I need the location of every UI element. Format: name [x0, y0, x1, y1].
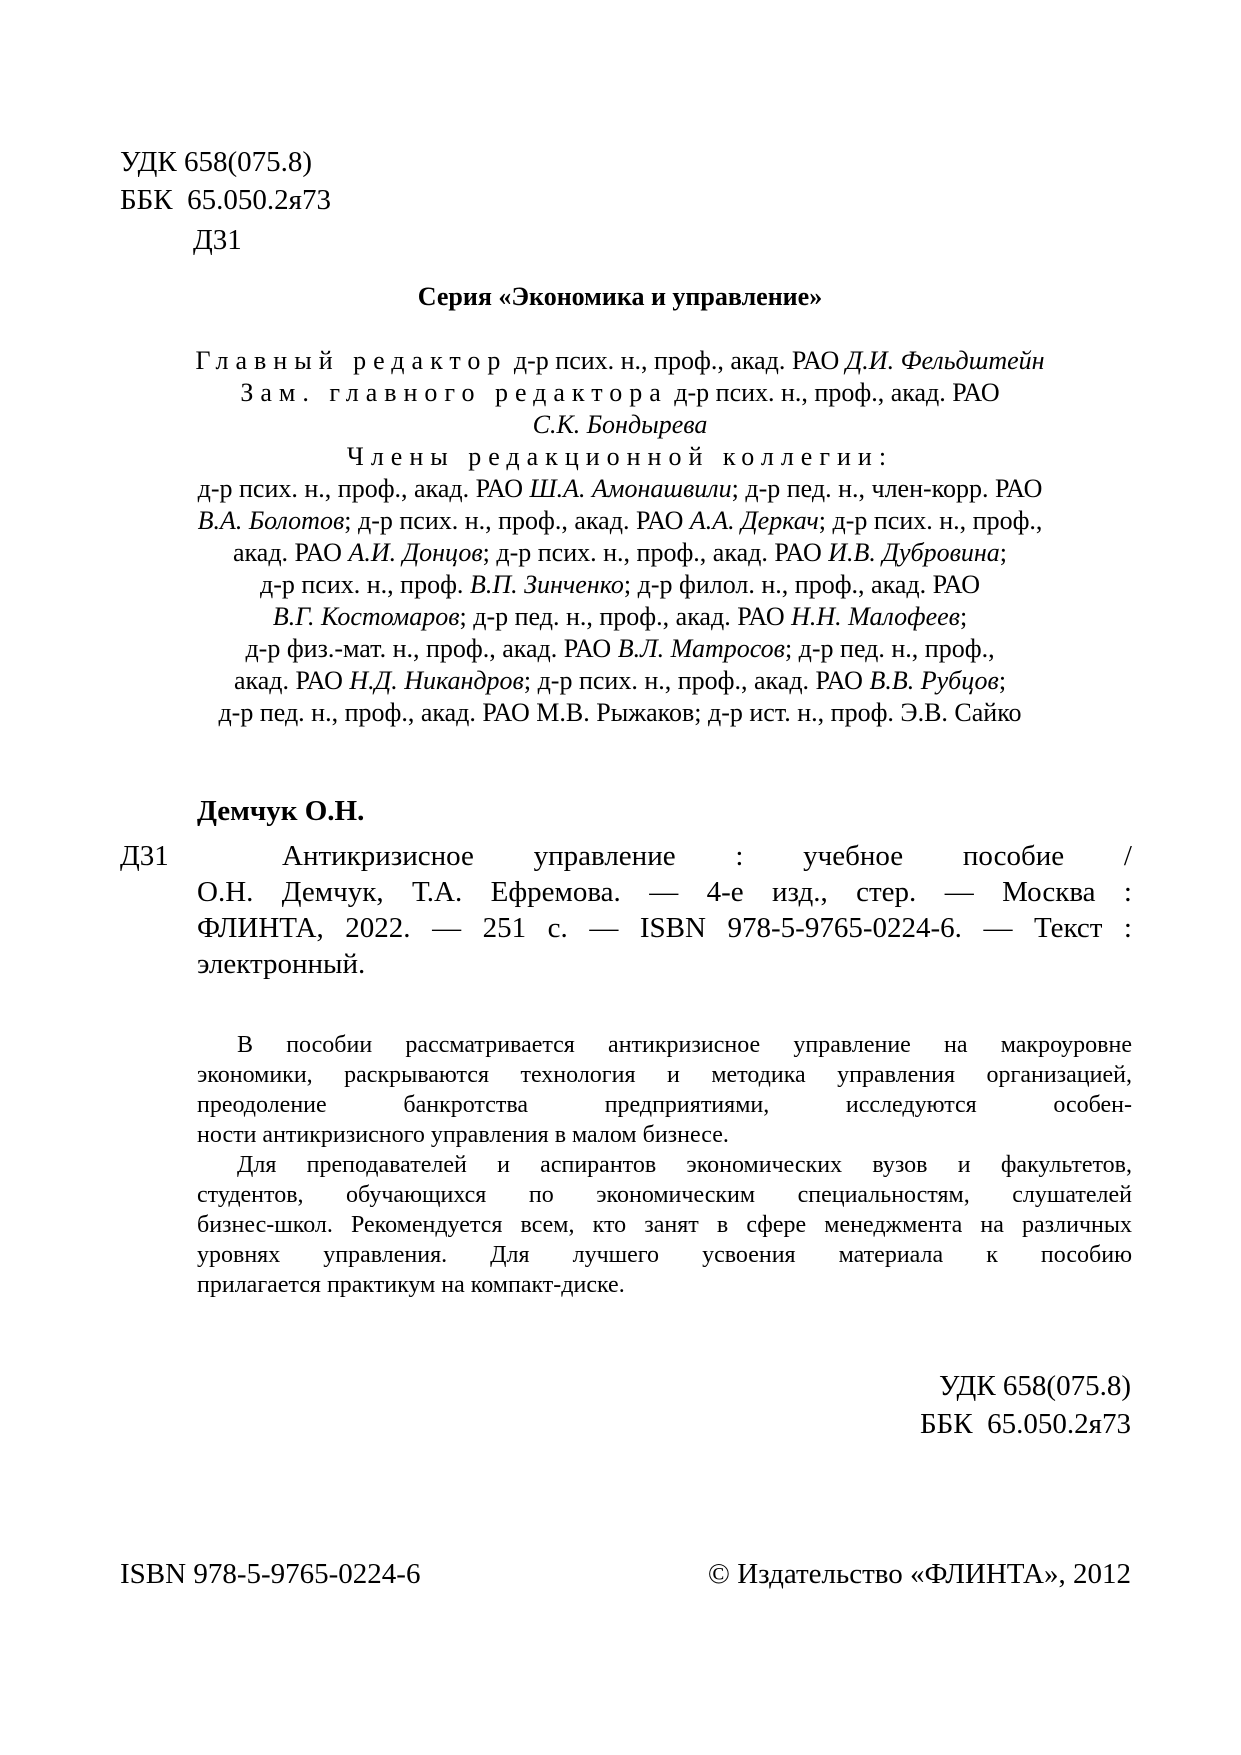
deputy-editor-title: д-р псих. н., проф., акад. РАО	[667, 378, 1000, 407]
board-member-name: В.П. Зинченко	[469, 570, 624, 599]
board-members-label: Члены редакционной коллегии:	[346, 442, 894, 471]
board-member-line	[120, 505, 1120, 537]
deputy-editor-label: Зам. главного редактора	[240, 378, 668, 407]
board-member-title: д-р пед. н., проф., акад. РАО М.В. Рыжаков; д-р ист. н., проф. Э.В. Сайко	[218, 698, 1022, 727]
board-member-title: ;	[999, 538, 1007, 567]
author-heading: Демчук О.Н.	[197, 795, 365, 827]
board-member-line	[120, 697, 1120, 729]
board-member-title: д-р псих. н., проф., акад. РАО	[197, 474, 530, 503]
board-member-title: акад. РАО	[233, 666, 350, 695]
board-member-line	[120, 601, 1120, 633]
board-member-title: ; д-р псих. н., проф., акад. РАО	[523, 666, 870, 695]
chief-editor-label: Главный редактор	[195, 346, 508, 375]
annotation-p1-line-2: экономики, раскрываются технология и методика управления организацией,	[197, 1062, 1132, 1088]
top-author-mark: Д31	[193, 224, 242, 256]
deputy-editor-name: С.К. Бондырева	[532, 410, 708, 439]
board-member-title: ; д-р пед. н., проф., акад. РАО	[459, 602, 792, 631]
board-member-name: В.Г. Костомаров	[272, 602, 460, 631]
annotation-p2-line-4: уровнях управления. Для лучшего усвоения материала к пособию	[197, 1242, 1132, 1268]
annotation-p2-line-2: студентов, обучающихся по экономическим специальностям, слушателей	[197, 1182, 1132, 1208]
board-member-line	[120, 537, 1120, 569]
board-member-title: акад. РАО	[233, 538, 349, 567]
bottom-udk: УДК 658(075.8)	[938, 1370, 1131, 1402]
bibliography-line-3: ФЛИНТА, 2022. — 251 с. — ISBN 978-5-9765-0224-6. — Текст :	[197, 912, 1132, 944]
board-member-name: И.В. Дубровина	[828, 538, 1000, 567]
bibliography-line-2: О.Н. Демчук, Т.А. Ефремова. — 4-е изд., стер. — Москва :	[197, 876, 1132, 908]
annotation-p2-line-3: бизнес-школ. Рекомендуется всем, кто занят в сфере менеджмента на различных	[197, 1212, 1132, 1238]
deputy-editor-name-line	[120, 409, 1120, 441]
annotation-p2-line-1: Для преподавателей и аспирантов экономических вузов и факультетов,	[237, 1152, 1132, 1178]
board-member-line	[120, 473, 1120, 505]
board-member-name: В.Л. Матросов	[617, 634, 785, 663]
annotation	[197, 1030, 1132, 1300]
chief-editor-title: д-р псих. н., проф., акад. РАО	[507, 346, 846, 375]
board-member-line	[120, 569, 1120, 601]
board-member-title: ; д-р псих. н., проф., акад. РАО	[482, 538, 829, 567]
editorial-board	[120, 345, 1120, 729]
bibliography-mark: Д31	[120, 840, 169, 872]
chief-editor-name: Д.И. Фельдштейн	[845, 346, 1045, 375]
board-member-title: д-р псих. н., проф.	[260, 570, 470, 599]
board-member-title: д-р физ.-мат. н., проф., акад. РАО	[245, 634, 618, 663]
annotation-p2-line-5: прилагается практикум на компакт-диске.	[197, 1272, 625, 1298]
chief-editor-line	[120, 345, 1120, 377]
board-member-name: А.И. Донцов	[348, 538, 483, 567]
board-member-name: В.А. Болотов	[197, 506, 345, 535]
board-member-line	[120, 633, 1120, 665]
board-member-name: В.В. Рубцов	[869, 666, 999, 695]
board-member-title: ;	[959, 602, 968, 631]
board-member-name: Ш.А. Амонашвили	[529, 474, 732, 503]
footer-isbn: ISBN 978-5-9765-0224-6	[120, 1558, 421, 1590]
board-member-name: А.А. Деркач	[689, 506, 819, 535]
bottom-bbk: ББК 65.050.2я73	[920, 1408, 1131, 1440]
annotation-p1-line-1: В пособии рассматривается антикризисное управление на макроуровне	[237, 1032, 1132, 1058]
board-member-title: ;	[998, 666, 1007, 695]
bibliography-record	[197, 838, 1132, 982]
board-member-title: ; д-р псих. н., проф.,	[818, 506, 1043, 535]
board-member-title: ; д-р филол. н., проф., акад. РАО	[623, 570, 980, 599]
board-members	[120, 473, 1120, 729]
board-member-line	[120, 665, 1120, 697]
deputy-editor-line	[120, 377, 1120, 409]
board-member-name: Н.Д. Никандров	[349, 666, 524, 695]
board-member-title: ; д-р псих. н., проф., акад. РАО	[344, 506, 690, 535]
board-member-title: ; д-р пед. н., член-корр. РАО	[731, 474, 1043, 503]
footer-copyright: © Издательство «ФЛИНТА», 2012	[707, 1558, 1131, 1590]
board-member-name: Н.Н. Малофеев	[791, 602, 960, 631]
annotation-paragraph-2	[197, 1150, 1132, 1300]
annotation-p1-line-3: преодоление банкротства предприятиями, исследуются особен-	[197, 1092, 1132, 1118]
bibliography-line-1: Антикризисное управление : учебное пособие /	[282, 840, 1132, 872]
top-bbk: ББК 65.050.2я73	[120, 184, 331, 216]
annotation-paragraph-1	[197, 1030, 1132, 1150]
board-member-title: ; д-р пед. н., проф.,	[784, 634, 995, 663]
bibliography-line-4: электронный.	[197, 948, 366, 980]
series-title: Серия «Экономика и управление»	[417, 282, 823, 311]
top-udk: УДК 658(075.8)	[120, 146, 313, 178]
annotation-p1-line-4: ности антикризисного управления в малом бизнесе.	[197, 1122, 729, 1148]
